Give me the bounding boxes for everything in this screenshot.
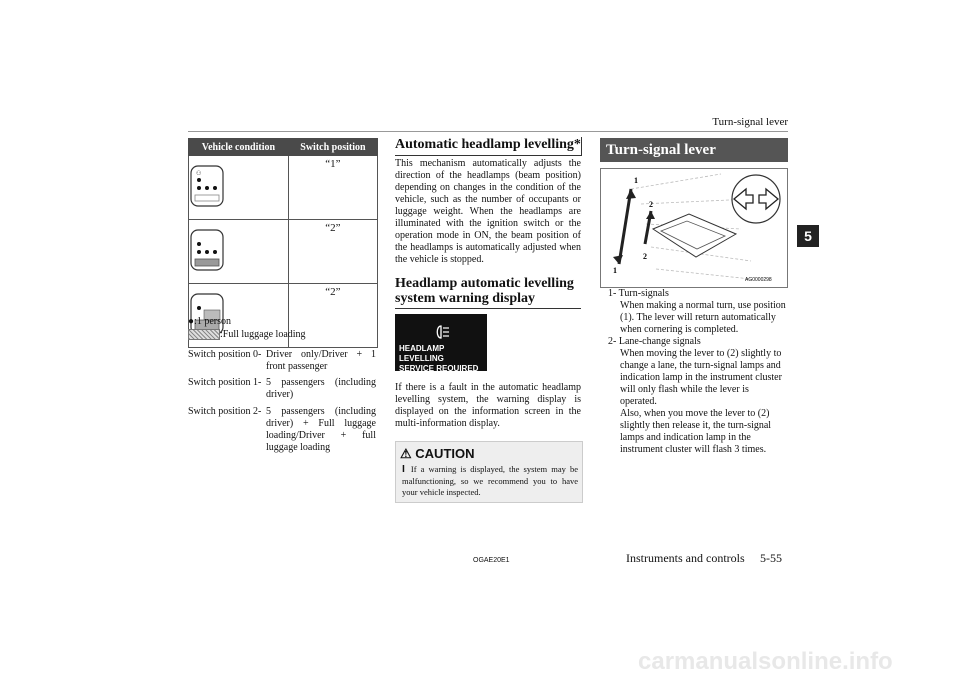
switch-position-value: “1” xyxy=(288,156,377,220)
turn-signal-figure xyxy=(600,168,788,288)
caution-box xyxy=(395,441,583,503)
legend-person: ●:1 person xyxy=(188,316,231,327)
lane-change-item xyxy=(608,336,788,456)
header-rule xyxy=(188,131,788,132)
chapter-tab: 5 xyxy=(797,225,819,247)
auto-levelling-body: This mechanism automatically adjusts the direction of the headlamps (beam position) depending on changes in the condition of the vehicle, such as the number of occupants or luggage weight. When the headlamps are illuminated with the ignition switch or the operation mode in ON, the beam position of the headlamps is automatically adjusted when the vehicle is stopped. xyxy=(395,158,581,265)
legend-luggage: :Full luggage loading xyxy=(220,329,306,340)
figure-code: AG0000298 xyxy=(745,277,772,283)
col-vehicle-condition: Vehicle condition xyxy=(189,139,289,156)
table-legend xyxy=(188,315,306,341)
switch-position-value: “2” xyxy=(288,284,377,348)
warning-body: If there is a fault in the automatic headlamp levelling system, the warning display is displayed on the information screen in the multi-information display. xyxy=(395,382,581,429)
doc-code: OGAE20E1 xyxy=(473,557,510,564)
headlamp-levelling-icon xyxy=(432,324,450,340)
item-num: 1- xyxy=(608,288,617,299)
warning-display-image xyxy=(395,314,487,371)
col-switch-position: Switch position xyxy=(288,139,377,156)
item-label: Lane-change signals xyxy=(618,336,701,347)
switch-pos-key: Switch position 1- xyxy=(188,377,262,388)
fig-label-2: 2 xyxy=(643,252,647,261)
car-1-person-icon xyxy=(189,164,225,208)
switch-pos-key: Switch position 2- xyxy=(188,406,262,417)
table-row xyxy=(189,156,378,220)
car-luggage-icon xyxy=(189,228,225,272)
fig-label-1: 1 xyxy=(634,176,638,185)
caution-label: CAUTION xyxy=(415,446,475,461)
item-text: When making a normal turn, use position (1). The lever will return automatically when cornering is completed. xyxy=(620,300,786,335)
display-line-1: HEADLAMP LEVELLING xyxy=(399,344,445,363)
section-title-turn-signal: Turn-signal lever xyxy=(600,138,788,162)
item-label: Turn-signals xyxy=(618,288,669,299)
fig-label-2: 2 xyxy=(649,200,653,209)
running-title: Turn-signal lever xyxy=(712,116,788,128)
switch-position-value: “2” xyxy=(288,220,377,284)
turn-signal-item xyxy=(608,288,788,336)
page-number: 5-55 xyxy=(760,551,782,565)
caution-text: If a warning is displayed, the system may be malfunctioning, so we recommend you to have your vehicle inspected. xyxy=(402,464,578,497)
switch-pos-value: Driver only/Driver + 1 front passenger xyxy=(266,349,376,372)
item-text-2: Also, when you move the lever to (2) slightly then release it, the turn-signal lamps and indication lamp in the instrument cluster will flash 3 times. xyxy=(620,408,772,455)
warning-triangle-icon: ⚠ xyxy=(400,446,412,461)
section-title-warning-display: Headlamp automatic levelling system warning display xyxy=(395,276,581,309)
table-row xyxy=(189,220,378,284)
caution-header xyxy=(400,446,475,462)
switch-pos-value: 5 passengers (including driver) + Full luggage loading/Driver + full luggage loading xyxy=(266,406,376,453)
fig-label-1: 1 xyxy=(613,266,617,275)
watermark: carmanualsonline.info xyxy=(638,648,893,675)
svg-text:⚇: ⚇ xyxy=(196,171,202,177)
item-num: 2- xyxy=(608,336,617,347)
turn-signal-lever-illustration xyxy=(601,169,787,287)
switch-pos-value: 5 passengers (including driver) xyxy=(266,377,376,400)
item-text: When moving the lever to (2) slightly to change a lane, the turn-signal lamps and indication lamp in the instrument cluster will only flash while the lever is operated. xyxy=(620,348,782,407)
section-title-auto-levelling: Automatic headlamp levelling* xyxy=(395,137,582,156)
switch-pos-key: Switch position 0- xyxy=(188,349,262,360)
bullet-icon: l xyxy=(402,465,405,475)
display-line-2: SERVICE REQUIRED xyxy=(399,364,479,373)
hatch-swatch-icon xyxy=(188,329,220,340)
footer-section: Instruments and controls xyxy=(626,551,745,565)
